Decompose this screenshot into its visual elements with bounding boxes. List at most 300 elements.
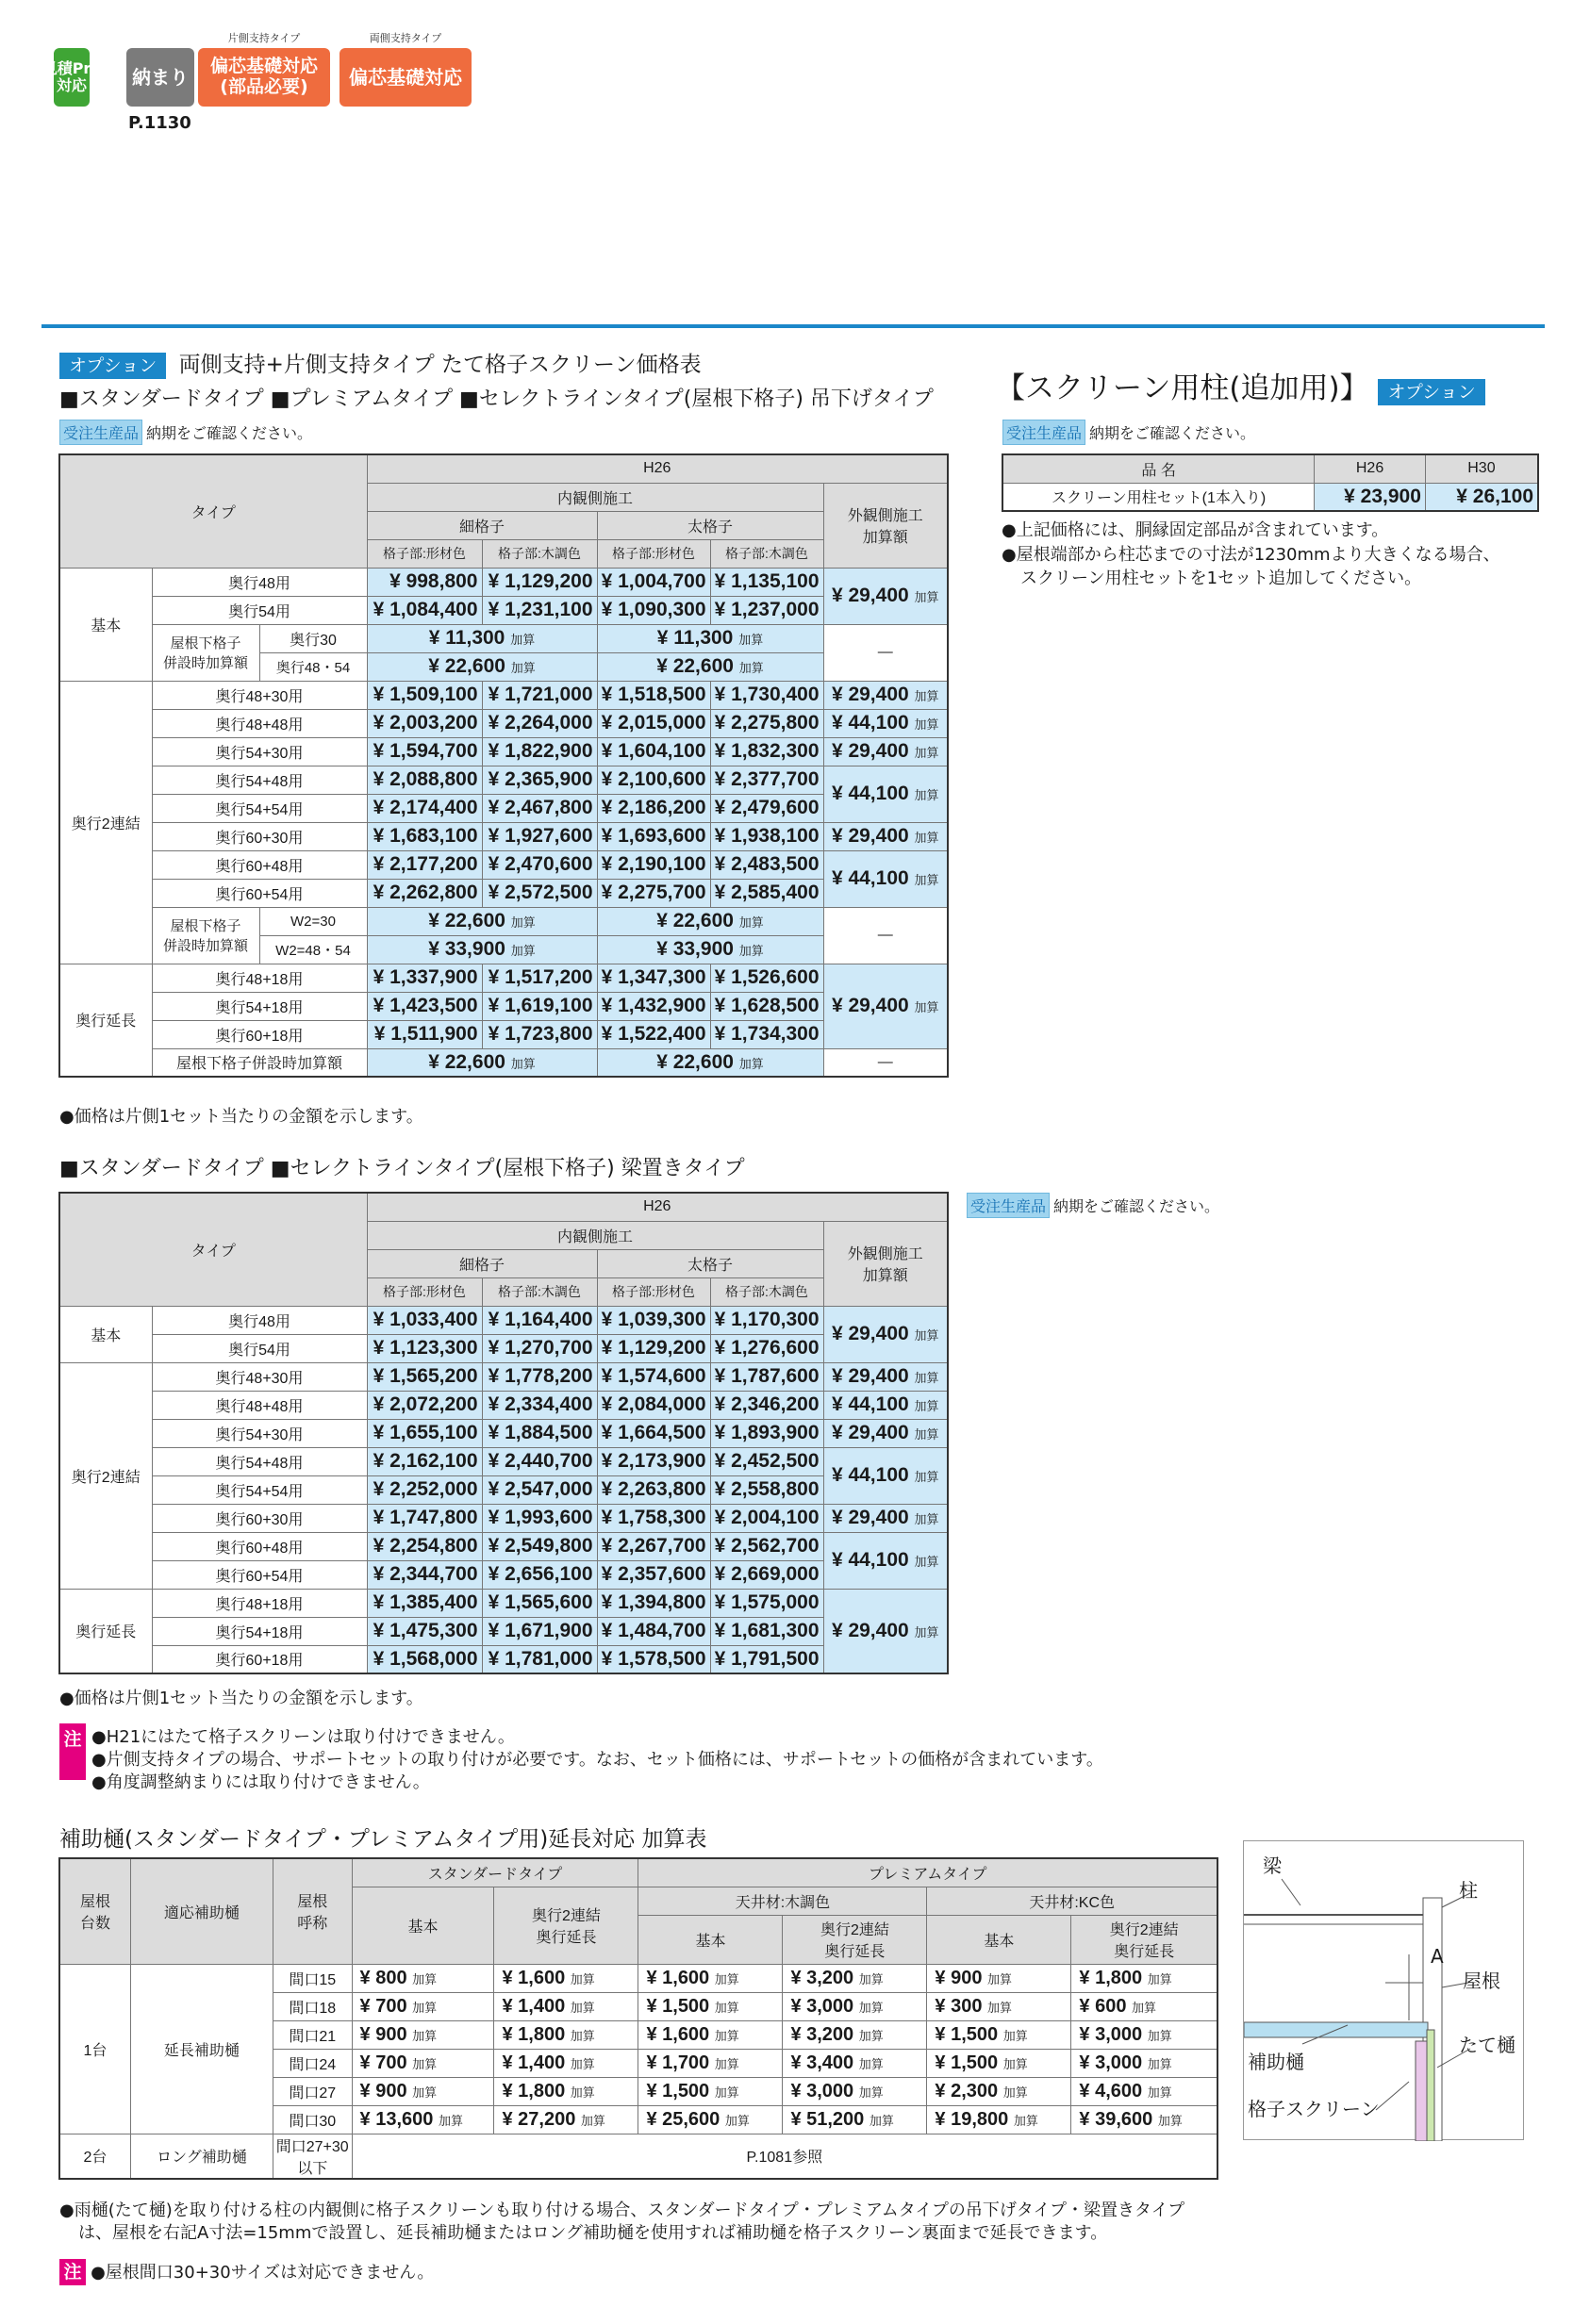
ka-label: 加算 — [914, 1555, 939, 1569]
price-value: ¥ 3,200 — [790, 2023, 854, 2045]
pillar-table — [1002, 453, 1539, 512]
h-basic: 基本 — [638, 1915, 783, 1964]
h-inner: 内観側施工 — [367, 1221, 823, 1249]
price-cell: ¥ 1,655,100 — [367, 1419, 482, 1447]
size-name: 間口18 — [273, 1992, 352, 2020]
ka-label: 加算 — [738, 944, 764, 958]
ka-label: 加算 — [714, 1971, 739, 1986]
price-value: ¥ 27,200 — [502, 2108, 576, 2130]
price-value: ¥ 3,000 — [790, 1995, 854, 2017]
table-row — [59, 737, 948, 766]
add-value: ¥ 22,600 — [428, 910, 505, 931]
add-value: ¥ 44,100 — [831, 783, 909, 804]
gutter-price — [638, 2020, 783, 2049]
table-row — [59, 624, 948, 652]
down-label: たて樋 — [1459, 2034, 1515, 2056]
price-value: ¥ 700 — [359, 1995, 407, 2017]
row-label: 奥行54+30用 — [152, 1419, 367, 1447]
add-cell — [823, 766, 948, 822]
price-cell: ¥ 1,270,700 — [482, 1334, 597, 1362]
h-c3: 格子部:形材色 — [597, 539, 710, 568]
price-cell: ¥ 1,517,200 — [482, 964, 597, 992]
price-cell: ¥ 1,628,500 — [710, 992, 823, 1020]
price-cell: ¥ 1,522,400 — [597, 1020, 710, 1048]
gutter-price — [783, 1964, 927, 1992]
table-row — [59, 1020, 948, 1048]
add-value: ¥ 11,300 — [428, 627, 505, 649]
price-value: ¥ 600 — [1079, 1995, 1127, 2017]
add-cell — [823, 1306, 948, 1362]
h-ext: 奥行2連結 奥行延長 — [1071, 1915, 1217, 1964]
gutter-price — [1071, 1964, 1217, 1992]
price-cell: ¥ 1,893,900 — [710, 1419, 823, 1447]
price-cell: ¥ 1,033,400 — [367, 1306, 482, 1334]
pillar-price-h30: ¥ 26,100 — [1425, 483, 1538, 511]
row-label: 奥行48+18用 — [152, 964, 367, 992]
row-label: 奥行54+48用 — [152, 766, 367, 794]
gutter-price — [783, 1992, 927, 2020]
add-value: ¥ 11,300 — [656, 627, 734, 649]
h-h30: H30 — [1425, 454, 1538, 483]
price-cell: ¥ 1,927,600 — [482, 822, 597, 850]
table-row — [59, 1560, 948, 1589]
add-cell — [823, 1391, 948, 1419]
ka-label: 加算 — [914, 788, 939, 802]
h-thick: 太格子 — [597, 1249, 823, 1277]
price-cell: ¥ 1,778,200 — [482, 1362, 597, 1391]
price-value: ¥ 3,000 — [790, 2080, 854, 2101]
ka-label: 加算 — [1157, 2113, 1183, 2128]
price-cell: ¥ 1,574,600 — [597, 1362, 710, 1391]
row-label: 奥行54+54用 — [152, 1475, 367, 1504]
roof-add — [367, 1048, 597, 1077]
price-value: ¥ 1,800 — [1079, 1967, 1143, 1988]
price-cell: ¥ 2,072,200 — [367, 1391, 482, 1419]
h-thin: 細格子 — [367, 511, 597, 539]
row-label: 奥行60+48用 — [152, 1532, 367, 1560]
h-wood: 天井材:木調色 — [638, 1887, 927, 1915]
leader — [1282, 1879, 1300, 1905]
row-label: 奥行48用 — [152, 1306, 367, 1334]
h-basic: 基本 — [927, 1915, 1071, 1964]
ka-label: 加算 — [914, 1328, 939, 1343]
add-cell — [823, 1447, 948, 1504]
price-cell: ¥ 1,758,300 — [597, 1504, 710, 1532]
gutter-price — [352, 1964, 494, 1992]
price-cell: ¥ 1,671,900 — [482, 1617, 597, 1645]
roof-label: 屋根下格子 併設時加算額 — [152, 907, 259, 964]
row-label: 奥行48+48用 — [152, 709, 367, 737]
roof-add — [367, 907, 597, 935]
table-row — [59, 2134, 1217, 2179]
group-label: 奥行2連結 — [59, 1362, 152, 1589]
table-row — [59, 1645, 948, 1673]
sec2-types: ■スタンダードタイプ ■セレクトラインタイプ(屋根下格子) 梁置きタイプ — [59, 1157, 745, 1180]
ka-label: 加算 — [987, 2000, 1013, 2015]
price-cell: ¥ 2,334,400 — [482, 1391, 597, 1419]
ka-label: 加算 — [510, 944, 536, 958]
price-cell: ¥ 2,190,100 — [597, 850, 710, 879]
price-value: ¥ 1,600 — [646, 2023, 710, 2045]
two-name: 間口27+30 以下 — [273, 2134, 352, 2179]
row-label: 奥行54+54用 — [152, 794, 367, 822]
price-cell: ¥ 1,347,300 — [597, 964, 710, 992]
gutter-table — [58, 1857, 1218, 2180]
price-cell: ¥ 2,585,400 — [710, 879, 823, 907]
gutter-price — [927, 2049, 1071, 2077]
add-value: ¥ 29,400 — [831, 1323, 909, 1344]
gutter-price — [494, 2077, 638, 2105]
price-cell: ¥ 1,123,300 — [367, 1334, 482, 1362]
price-cell: ¥ 1,129,200 — [482, 568, 597, 596]
price-value: ¥ 1,500 — [935, 2023, 999, 2045]
price-cell: ¥ 1,594,700 — [367, 737, 482, 766]
gutter-foot-1: ●雨樋(たて樋)を取り付ける柱の内観側に格子スクリーンも取り付ける場合、スタンダードタイプ・プレミアムタイプの吊下げタイプ・梁置きタイプ — [59, 2200, 1185, 2220]
add-cell — [823, 850, 948, 907]
price-cell: ¥ 2,088,800 — [367, 766, 482, 794]
price-cell: ¥ 2,549,800 — [482, 1532, 597, 1560]
size-name: 間口21 — [273, 2020, 352, 2049]
roof-label: 屋根 — [1463, 1970, 1500, 1992]
chu-badge: 注 — [59, 2259, 86, 2285]
gutter-price — [638, 1992, 783, 2020]
row-label: 奥行60+30用 — [152, 822, 367, 850]
roof-add — [367, 935, 597, 964]
gutter-price — [638, 1964, 783, 1992]
price-cell: ¥ 1,135,100 — [710, 568, 823, 596]
table-row — [59, 596, 948, 624]
roof-add — [597, 935, 823, 964]
price-cell: ¥ 1,231,100 — [482, 596, 597, 624]
add-value: ¥ 33,900 — [656, 938, 734, 960]
h-thin: 細格子 — [367, 1249, 597, 1277]
made-badge: 受注生産品 — [59, 420, 142, 445]
add-value: ¥ 29,400 — [831, 585, 909, 606]
two-ref: P.1081参照 — [352, 2134, 1217, 2179]
price-cell: ¥ 1,681,300 — [710, 1617, 823, 1645]
mitsumori-text: 見積Pro 対応 — [41, 58, 102, 94]
add-value: ¥ 29,400 — [831, 1619, 909, 1641]
h-outer: 外観側施工 加算額 — [823, 483, 948, 568]
ka-label: 加算 — [570, 2056, 595, 2071]
price-cell: ¥ 1,730,400 — [710, 681, 823, 709]
price-cell: ¥ 1,693,600 — [597, 822, 710, 850]
price-cell: ¥ 1,475,300 — [367, 1617, 482, 1645]
ka-label: 加算 — [914, 831, 939, 845]
add-value: ¥ 22,600 — [428, 1050, 505, 1073]
sec2-foot: ●価格は片側1セット当たりの金額を示します。 — [59, 1689, 423, 1708]
h-count: 屋根 台数 — [59, 1858, 130, 1964]
price-cell: ¥ 2,483,500 — [710, 850, 823, 879]
ka-label: 加算 — [738, 633, 764, 647]
price-cell: ¥ 2,162,100 — [367, 1447, 482, 1475]
price-value: ¥ 51,200 — [790, 2108, 865, 2130]
beam-label: 梁 — [1263, 1854, 1282, 1877]
ka-label: 加算 — [412, 2000, 438, 2015]
gutter-price — [352, 2105, 494, 2134]
gutter-price — [783, 2105, 927, 2134]
h-c2: 格子部:木調色 — [482, 539, 597, 568]
price-cell: ¥ 2,440,700 — [482, 1447, 597, 1475]
add-cell — [823, 1589, 948, 1673]
price-cell: ¥ 1,039,300 — [597, 1306, 710, 1334]
ka-label: 加算 — [987, 1971, 1013, 1986]
add-value: ¥ 33,900 — [428, 938, 505, 960]
gutter-price — [927, 1964, 1071, 1992]
henshin-badge — [198, 48, 330, 107]
price-cell: ¥ 2,100,600 — [597, 766, 710, 794]
price-cell: ¥ 1,791,500 — [710, 1645, 823, 1673]
roof-b: 奥行48・54 — [259, 652, 367, 681]
screen-shape — [1427, 2030, 1434, 2141]
size-name: 間口15 — [273, 1964, 352, 1992]
price-cell: ¥ 1,832,300 — [710, 737, 823, 766]
ka-label: 加算 — [914, 873, 939, 887]
h-c1: 格子部:形材色 — [367, 539, 482, 568]
price-cell: ¥ 2,656,100 — [482, 1560, 597, 1589]
price-value: ¥ 39,600 — [1079, 2108, 1153, 2130]
table-row — [59, 1589, 948, 1617]
ka-label: 加算 — [1002, 2028, 1028, 2043]
pillar-note-1: ●上記価格には、胴縁固定部品が含まれています。 — [1002, 520, 1389, 540]
price-table-1 — [58, 453, 949, 1078]
dash-cell: — — [823, 1048, 948, 1077]
price-cell: ¥ 2,275,700 — [597, 879, 710, 907]
price-value: ¥ 4,600 — [1079, 2080, 1143, 2101]
price-value: ¥ 3,200 — [790, 1967, 854, 1988]
ka-label: 加算 — [858, 2056, 884, 2071]
add-value: ¥ 44,100 — [831, 867, 909, 889]
price-cell: ¥ 2,262,800 — [367, 879, 482, 907]
roof-add — [597, 907, 823, 935]
table-row — [59, 1362, 948, 1391]
h-type: タイプ — [59, 1193, 367, 1306]
ka-label: 加算 — [914, 590, 939, 604]
pillar-name: スクリーン用柱セット(1本入り) — [1002, 483, 1315, 511]
h-gutter: 適応補助樋 — [130, 1858, 273, 1964]
add-cell — [823, 1532, 948, 1589]
add-value: ¥ 44,100 — [831, 1549, 909, 1571]
dash-cell: — — [823, 907, 948, 964]
ka-label: 加算 — [914, 1624, 939, 1640]
price-cell: ¥ 1,781,000 — [482, 1645, 597, 1673]
pillar-note-2: ●屋根端部から柱芯までの寸法が1230mmより大きくなる場合、 — [1002, 545, 1500, 565]
price-cell: ¥ 2,015,000 — [597, 709, 710, 737]
price-cell: ¥ 2,275,800 — [710, 709, 823, 737]
table-row — [59, 1475, 948, 1504]
osamari-badge — [126, 48, 194, 107]
two-count: 2台 — [59, 2134, 130, 2179]
price-cell: ¥ 1,565,600 — [482, 1589, 597, 1617]
ka-label: 加算 — [714, 2028, 739, 2043]
add-cell — [823, 568, 948, 624]
price-cell: ¥ 1,578,500 — [597, 1645, 710, 1673]
price-cell: ¥ 1,664,500 — [597, 1419, 710, 1447]
price-cell: ¥ 2,252,000 — [367, 1475, 482, 1504]
ka-label: 加算 — [412, 2085, 438, 2100]
price-value: ¥ 19,800 — [935, 2108, 1009, 2130]
ka-label: 加算 — [570, 2000, 595, 2015]
price-cell: ¥ 1,518,500 — [597, 681, 710, 709]
price-value: ¥ 3,000 — [1079, 2023, 1143, 2045]
table-row — [59, 1334, 948, 1362]
note-2: ●片側支持タイプの場合、サポートセットの取り付けが必要です。なお、セット価格には、サポートセットの価格が含まれています。 — [91, 1750, 1103, 1770]
row-label: 奥行60+54用 — [152, 879, 367, 907]
row-label: 奥行48用 — [152, 568, 367, 596]
gutter-price — [494, 2105, 638, 2134]
gutter-price — [927, 2020, 1071, 2049]
price-cell: ¥ 2,572,500 — [482, 879, 597, 907]
ryoside-caption: 両側支持タイプ — [369, 32, 442, 44]
table-row — [59, 1617, 948, 1645]
pillar-made — [1002, 420, 1255, 445]
roof-a: 奥行30 — [259, 624, 367, 652]
h-thick: 太格子 — [597, 511, 823, 539]
add-value: ¥ 22,600 — [656, 910, 734, 931]
h-c2: 格子部:木調色 — [482, 1277, 597, 1306]
gutter-price — [783, 2049, 927, 2077]
gutter-price — [1071, 2049, 1217, 2077]
ka-label: 加算 — [869, 2113, 894, 2128]
ka-label: 加算 — [1002, 2085, 1028, 2100]
h-type: タイプ — [59, 454, 367, 568]
table-row — [59, 879, 948, 907]
price-cell: ¥ 1,884,500 — [482, 1419, 597, 1447]
gutter-price — [352, 2077, 494, 2105]
divider — [41, 324, 1545, 328]
ka-label: 加算 — [570, 2028, 595, 2043]
gutter-price — [783, 2020, 927, 2049]
gutter-price — [352, 1992, 494, 2020]
price-cell: ¥ 1,432,900 — [597, 992, 710, 1020]
h-c1: 格子部:形材色 — [367, 1277, 482, 1306]
price-value: ¥ 1,500 — [935, 2052, 999, 2073]
gutter-price — [927, 2077, 1071, 2105]
price-cell: ¥ 1,237,000 — [710, 596, 823, 624]
ka-label: 加算 — [412, 2056, 438, 2071]
add-value: ¥ 29,400 — [831, 825, 909, 847]
ka-label: 加算 — [510, 1056, 536, 1071]
table-row — [59, 1964, 1217, 1992]
ext-roof-label: 屋根下格子併設時加算額 — [152, 1048, 367, 1077]
ka-label: 加算 — [1013, 2113, 1038, 2128]
price-cell: ¥ 1,084,400 — [367, 596, 482, 624]
price-cell: ¥ 2,186,200 — [597, 794, 710, 822]
price-cell: ¥ 1,164,400 — [482, 1306, 597, 1334]
option-label: オプション — [1378, 379, 1484, 405]
row-label: 奥行60+30用 — [152, 1504, 367, 1532]
downpipe-shape — [1416, 2041, 1427, 2141]
price-cell: ¥ 1,526,600 — [710, 964, 823, 992]
ka-label: 加算 — [1147, 2085, 1172, 2100]
table-row — [59, 1419, 948, 1447]
ka-label: 加算 — [412, 1971, 438, 1986]
price-cell: ¥ 1,734,300 — [710, 1020, 823, 1048]
row-label: 奥行60+18用 — [152, 1020, 367, 1048]
price-cell: ¥ 2,177,200 — [367, 850, 482, 879]
ka-label: 加算 — [914, 746, 939, 760]
price-value: ¥ 1,400 — [502, 1995, 566, 2017]
ka-label: 加算 — [914, 1399, 939, 1413]
row-label: 奥行60+48用 — [152, 850, 367, 879]
ka-label: 加算 — [1002, 2056, 1028, 2071]
price-cell: ¥ 1,747,800 — [367, 1504, 482, 1532]
ka-label: 加算 — [914, 1427, 939, 1442]
price-cell: ¥ 2,357,600 — [597, 1560, 710, 1589]
price-cell: ¥ 2,003,200 — [367, 709, 482, 737]
h-inner: 内観側施工 — [367, 483, 823, 511]
price-cell: ¥ 2,264,000 — [482, 709, 597, 737]
gutter-label: 補助樋 — [1248, 2051, 1304, 2073]
ka-label: 加算 — [714, 2056, 739, 2071]
note-3: ●角度調整納まりには取り付けできません。 — [91, 1772, 430, 1792]
h-prem: プレミアムタイプ — [638, 1858, 1217, 1887]
two-gutter: ロング補助樋 — [130, 2134, 273, 2179]
price-cell: ¥ 1,993,600 — [482, 1504, 597, 1532]
ka-label: 加算 — [510, 915, 536, 930]
ka-label: 加算 — [1147, 2028, 1172, 2043]
ka-label: 加算 — [570, 2085, 595, 2100]
henshin-caption: 片側支持タイプ — [227, 32, 301, 44]
ka-label: 加算 — [858, 2028, 884, 2043]
ka-label: 加算 — [714, 2000, 739, 2015]
add-cell — [823, 737, 948, 766]
price-cell: ¥ 1,423,500 — [367, 992, 482, 1020]
price-cell: ¥ 1,385,400 — [367, 1589, 482, 1617]
ka-label: 加算 — [510, 633, 536, 647]
price-cell: ¥ 1,575,000 — [710, 1589, 823, 1617]
pillar-heading — [996, 364, 1485, 406]
chu-badge: 注 — [59, 1723, 86, 1780]
ka-label: 加算 — [914, 1000, 939, 1014]
gutter-foot-2: は、屋根を右記A寸法=15mmで設置し、延長補助樋またはロング補助樋を使用すれば補助樋を格子スクリーン裏面まで延長できます。 — [78, 2223, 1108, 2243]
price-cell: ¥ 1,170,300 — [710, 1306, 823, 1334]
sec2-made — [967, 1193, 1219, 1218]
add-cell — [823, 1419, 948, 1447]
ka-label: 加算 — [1147, 1971, 1172, 1986]
gutter-diagram — [1243, 1840, 1524, 2140]
gutter-price — [494, 2049, 638, 2077]
price-cell: ¥ 1,683,100 — [367, 822, 482, 850]
price-cell: ¥ 2,452,500 — [710, 1447, 823, 1475]
sec1-heading — [59, 347, 702, 379]
ka-label: 加算 — [510, 661, 536, 675]
table-row — [59, 709, 948, 737]
group-basic: 基本 — [59, 568, 152, 681]
add-value: ¥ 29,400 — [831, 1422, 909, 1443]
price-cell: ¥ 2,173,900 — [597, 1447, 710, 1475]
table-row — [59, 850, 948, 879]
add-value: ¥ 44,100 — [831, 1393, 909, 1415]
h-basic: 基本 — [352, 1887, 494, 1964]
gutter-title: 補助樋(スタンダードタイプ・プレミアムタイプ用)延長対応 加算表 — [59, 1827, 707, 1852]
add-value: ¥ 44,100 — [831, 712, 909, 733]
gutter-foot-3: ●屋根間口30+30サイズは対応できません。 — [91, 2263, 435, 2283]
table-row — [59, 964, 948, 992]
price-cell: ¥ 998,800 — [367, 568, 482, 596]
price-value: ¥ 900 — [359, 2023, 407, 2045]
price-cell: ¥ 2,470,600 — [482, 850, 597, 879]
price-value: ¥ 1,600 — [646, 1967, 710, 1988]
h-c3: 格子部:形材色 — [597, 1277, 710, 1306]
gutter-price — [494, 1992, 638, 2020]
add-cell — [823, 1504, 948, 1532]
ka-label: 加算 — [914, 1512, 939, 1526]
price-cell: ¥ 2,479,600 — [710, 794, 823, 822]
price-cell: ¥ 2,263,800 — [597, 1475, 710, 1504]
table-row — [59, 1306, 948, 1334]
price-value: ¥ 1,800 — [502, 2080, 566, 2101]
